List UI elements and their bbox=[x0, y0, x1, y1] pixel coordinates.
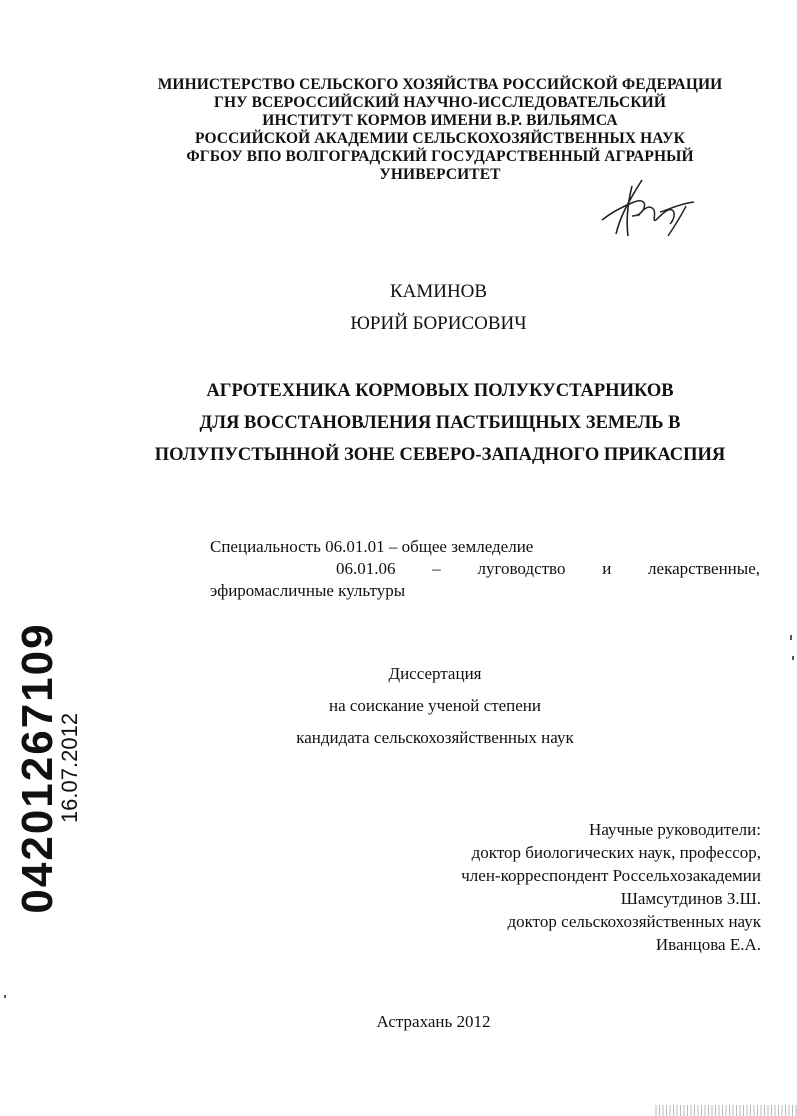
degree-line: кандидата сельскохозяйственных наук bbox=[296, 728, 574, 747]
specialty-line: эфиромасличные культуры bbox=[210, 581, 406, 600]
city-year: Астрахань 2012 bbox=[376, 1012, 491, 1031]
specialty-line: Специальность 06.01.01 – общее земледелие bbox=[210, 537, 534, 556]
specialty-word: – bbox=[432, 559, 441, 578]
institution-line: ГНУ ВСЕРОССИЙСКИЙ НАУЧНО-ИССЛЕДОВАТЕЛЬСКИЙ bbox=[214, 94, 666, 111]
title-line: ДЛЯ ВОССТАНОВЛЕНИЯ ПАСТБИЩНЫХ ЗЕМЕЛЬ В bbox=[199, 413, 681, 433]
author-name: ЮРИЙ БОРИСОВИЧ bbox=[350, 313, 527, 334]
specialty-word: луговодство bbox=[477, 559, 566, 578]
institution-line: МИНИСТЕРСТВО СЕЛЬСКОГО ХОЗЯЙСТВА РОССИЙСКОЙ ФЕДЕРАЦИИ bbox=[157, 76, 723, 93]
advisor-line: Научные руководители: bbox=[589, 820, 761, 839]
title-line: ПОЛУПУСТЫННОЙ ЗОНЕ СЕВЕРО-ЗАПАДНОГО ПРИКАСПИЯ bbox=[154, 445, 726, 465]
scan-edge-noise bbox=[655, 1105, 797, 1116]
handwritten-signature bbox=[598, 172, 698, 242]
library-stamp-number: 04201267109 bbox=[13, 622, 62, 914]
institution-line: РОССИЙСКОЙ АКАДЕМИИ СЕЛЬСКОХОЗЯЙСТВЕННЫХ НАУК bbox=[195, 130, 685, 147]
degree-line: Диссертация bbox=[388, 664, 482, 683]
title-line: АГРОТЕХНИКА КОРМОВЫХ ПОЛУКУСТАРНИКОВ bbox=[206, 381, 674, 401]
advisor-line: Иванцова Е.А. bbox=[655, 935, 761, 954]
degree-line: на соискание ученой степени bbox=[328, 696, 542, 715]
advisor-line: член-корреспондент Россельхозакадемии bbox=[461, 866, 761, 885]
dissertation-degree bbox=[200, 658, 670, 754]
dissertation-title bbox=[60, 375, 797, 471]
specialty-word: 06.01.06 bbox=[336, 559, 396, 578]
institution-line: УНИВЕРСИТЕТ bbox=[379, 166, 501, 183]
advisor-line: Шамсутдинов З.Ш. bbox=[620, 889, 761, 908]
scan-speck bbox=[790, 635, 792, 640]
specialty-word: лекарственные, bbox=[648, 559, 760, 578]
specialty-word: и bbox=[602, 559, 612, 578]
author-surname: КАМИНОВ bbox=[389, 281, 488, 302]
institution-line: ФГБОУ ВПО ВОЛГОГРАДСКИЙ ГОСУДАРСТВЕННЫЙ АГРАРНЫЙ bbox=[186, 148, 694, 165]
library-stamp-date: 16.07.2012 bbox=[57, 712, 82, 824]
specialty-line-justified bbox=[210, 558, 760, 580]
specialty-block bbox=[210, 536, 760, 602]
scan-speck bbox=[4, 995, 6, 998]
advisor-line: доктор биологических наук, профессор, bbox=[471, 843, 761, 862]
institution-line: ИНСТИТУТ КОРМОВ ИМЕНИ В.Р. ВИЛЬЯМСА bbox=[262, 112, 618, 129]
scientific-advisors bbox=[341, 818, 761, 956]
scan-speck bbox=[792, 656, 794, 660]
advisor-line: доктор сельскохозяйственных наук bbox=[507, 912, 761, 931]
institution-header bbox=[120, 76, 760, 184]
